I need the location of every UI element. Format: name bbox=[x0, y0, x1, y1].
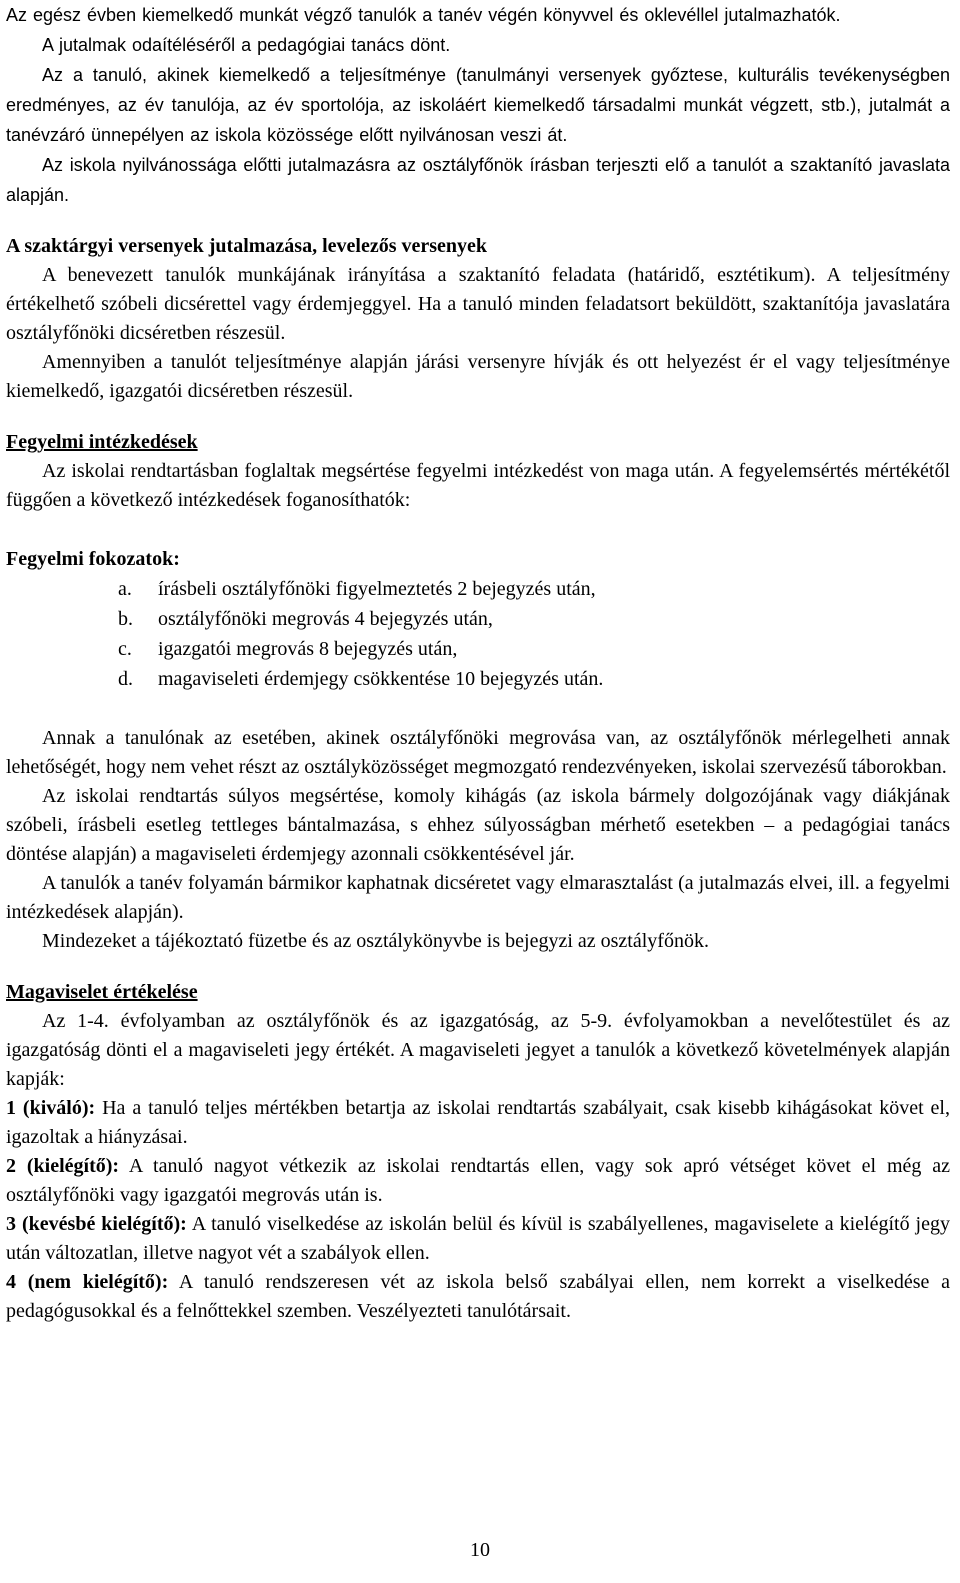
grade-label: 1 (kiváló): bbox=[6, 1097, 96, 1119]
discipline-levels-list bbox=[6, 574, 950, 694]
rewards-section bbox=[6, 0, 950, 210]
rewards-paragraph: Az egész évben kiemelkedő munkát végző tanulók a tanév végén könyvvel és oklevéllel jutalmazhatók. bbox=[6, 5, 841, 25]
conduct-section bbox=[6, 978, 950, 1326]
grade-label: 4 (nem kielégítő): bbox=[6, 1271, 169, 1293]
conduct-grade-1 bbox=[6, 1094, 950, 1152]
list-marker: c. bbox=[118, 638, 132, 660]
list-item bbox=[118, 664, 950, 694]
discipline-paragraph: A tanulók a tanév folyamán bármikor kaphatnak dicséretet vagy elmarasztalást (a jutalmazás elvei, ill. a fegyelmi intézkedések alapján). bbox=[6, 872, 950, 923]
list-marker: d. bbox=[118, 668, 133, 690]
rewards-paragraph: Az iskola nyilvánossága előtti jutalmazásra az osztályfőnök írásban terjeszti elő a tanulót a szaktanító javaslata alapján. bbox=[6, 155, 950, 205]
rewards-paragraph: Az a tanuló, akinek kiemelkedő a teljesítménye (tanulmányi versenyek győztese, kulturális tevékenységben eredményes, az év tanulója, az év sportolója, az iskoláért kiemelkedő társadalmi munkát végzett, stb.), jutalmát a tanévzáró ünnepélyen az iskola közössége előtt nyilvánosan veszi át. bbox=[6, 65, 950, 145]
competition-paragraph: A benevezett tanulók munkájának irányítása a szaktanító feladata (határidő, esztétikum). A teljesítmény értékelhető szóbeli dicsérettel vagy érdemjeggyel. Ha a tanuló minden feladatsort beküldött, szaktanítója javaslatára osztályfőnöki dicséretben részesül. bbox=[6, 264, 950, 344]
conduct-intro: Az 1-4. évfolyamban az osztályfőnök és az igazgatóság, az 5-9. évfolyamokban a nevelőtestület és az igazgatóság dönti el a magaviseleti jegy értékét. A magaviseleti jegyet a tanulók a következő követelmények alapján kapják: bbox=[6, 1010, 950, 1090]
grade-text: A tanuló nagyot vétkezik az iskolai rendtartás ellen, vagy sok apró vétséget követ el még az osztályfőnöki vagy igazgatói megrovás után is. bbox=[6, 1155, 951, 1206]
discipline-paragraph: Az iskolai rendtartásban foglaltak megsértése fegyelmi intézkedést von maga után. A fegyelemsértés mértékétől függően a következő intézkedések foganosíthatók: bbox=[6, 460, 950, 511]
grade-text: A tanuló rendszeresen vét az iskola belső szabályai ellen, nem korrekt a viselkedése a pedagógusokkal és a felnőttekkel szemben. Veszélyezteti tanulótársait. bbox=[6, 1271, 950, 1322]
competition-section bbox=[6, 232, 950, 406]
grade-text: A tanuló viselkedése az iskolán belül és kívül is szabályellenes, magaviselete a kielégítő jegy után változatlan, illetve nagyot vét a szabályok ellen. bbox=[6, 1213, 950, 1264]
discipline-paragraph: Mindezeket a tájékoztató füzetbe és az osztálykönyvbe is bejegyzi az osztályfőnök. bbox=[42, 930, 709, 952]
discipline-levels-heading: Fegyelmi fokozatok: bbox=[6, 548, 180, 570]
discipline-heading: Fegyelmi intézkedések bbox=[6, 431, 198, 453]
page-number: 10 bbox=[470, 1539, 490, 1561]
list-item-text: osztályfőnöki megrovás 4 bejegyzés után, bbox=[158, 608, 493, 630]
list-item bbox=[118, 634, 950, 664]
conduct-grade-4 bbox=[6, 1268, 950, 1326]
list-item bbox=[118, 574, 950, 604]
list-item bbox=[118, 604, 950, 634]
conduct-grade-2 bbox=[6, 1152, 950, 1210]
grade-text: Ha a tanuló teljes mértékben betartja az iskolai rendtartás szabályait, csak kisebb kihágásokat követ el, igazoltak a hiányzásai. bbox=[6, 1097, 950, 1148]
conduct-grade-3 bbox=[6, 1210, 950, 1268]
discipline-section bbox=[6, 428, 950, 956]
grade-label: 2 (kielégítő): bbox=[6, 1155, 120, 1177]
list-item-text: magaviseleti érdemjegy csökkentése 10 bejegyzés után. bbox=[158, 668, 604, 690]
competition-heading: A szaktárgyi versenyek jutalmazása, levelezős versenyek bbox=[6, 235, 488, 257]
grade-label: 3 (kevésbé kielégítő): bbox=[6, 1213, 187, 1235]
discipline-paragraph: Az iskolai rendtartás súlyos megsértése, komoly kihágás (az iskola bármely dolgozójának vagy diákjának szóbeli, írásbeli esetleg tettleges bántalmazása, s ehhez súlyosságban mérhető esetekben – a pedagógiai tanács döntése alapján) a magaviseleti érdemjegy azonnali csökkentésével jár. bbox=[6, 785, 950, 865]
rewards-paragraph: A jutalmak odaítéléséről a pedagógiai tanács dönt. bbox=[42, 35, 451, 55]
competition-paragraph: Amennyiben a tanulót teljesítménye alapján járási versenyre hívják és ott helyezést ér el vagy teljesítménye kiemelkedő, igazgatói dicséretben részesül. bbox=[6, 351, 950, 402]
list-marker: b. bbox=[118, 608, 133, 630]
conduct-heading: Magaviselet értékelése bbox=[6, 981, 198, 1003]
discipline-paragraph: Annak a tanulónak az esetében, akinek osztályfőnöki megrovása van, az osztályfőnök mérlegelheti annak lehetőségét, hogy nem vehet részt az osztályközösséget megmozgató rendezvényeken, iskolai szervezésű táborokban. bbox=[6, 727, 950, 778]
list-item-text: igazgatói megrovás 8 bejegyzés után, bbox=[158, 638, 458, 660]
list-item-text: írásbeli osztályfőnöki figyelmeztetés 2 bejegyzés után, bbox=[158, 578, 596, 600]
list-marker: a. bbox=[118, 578, 132, 600]
